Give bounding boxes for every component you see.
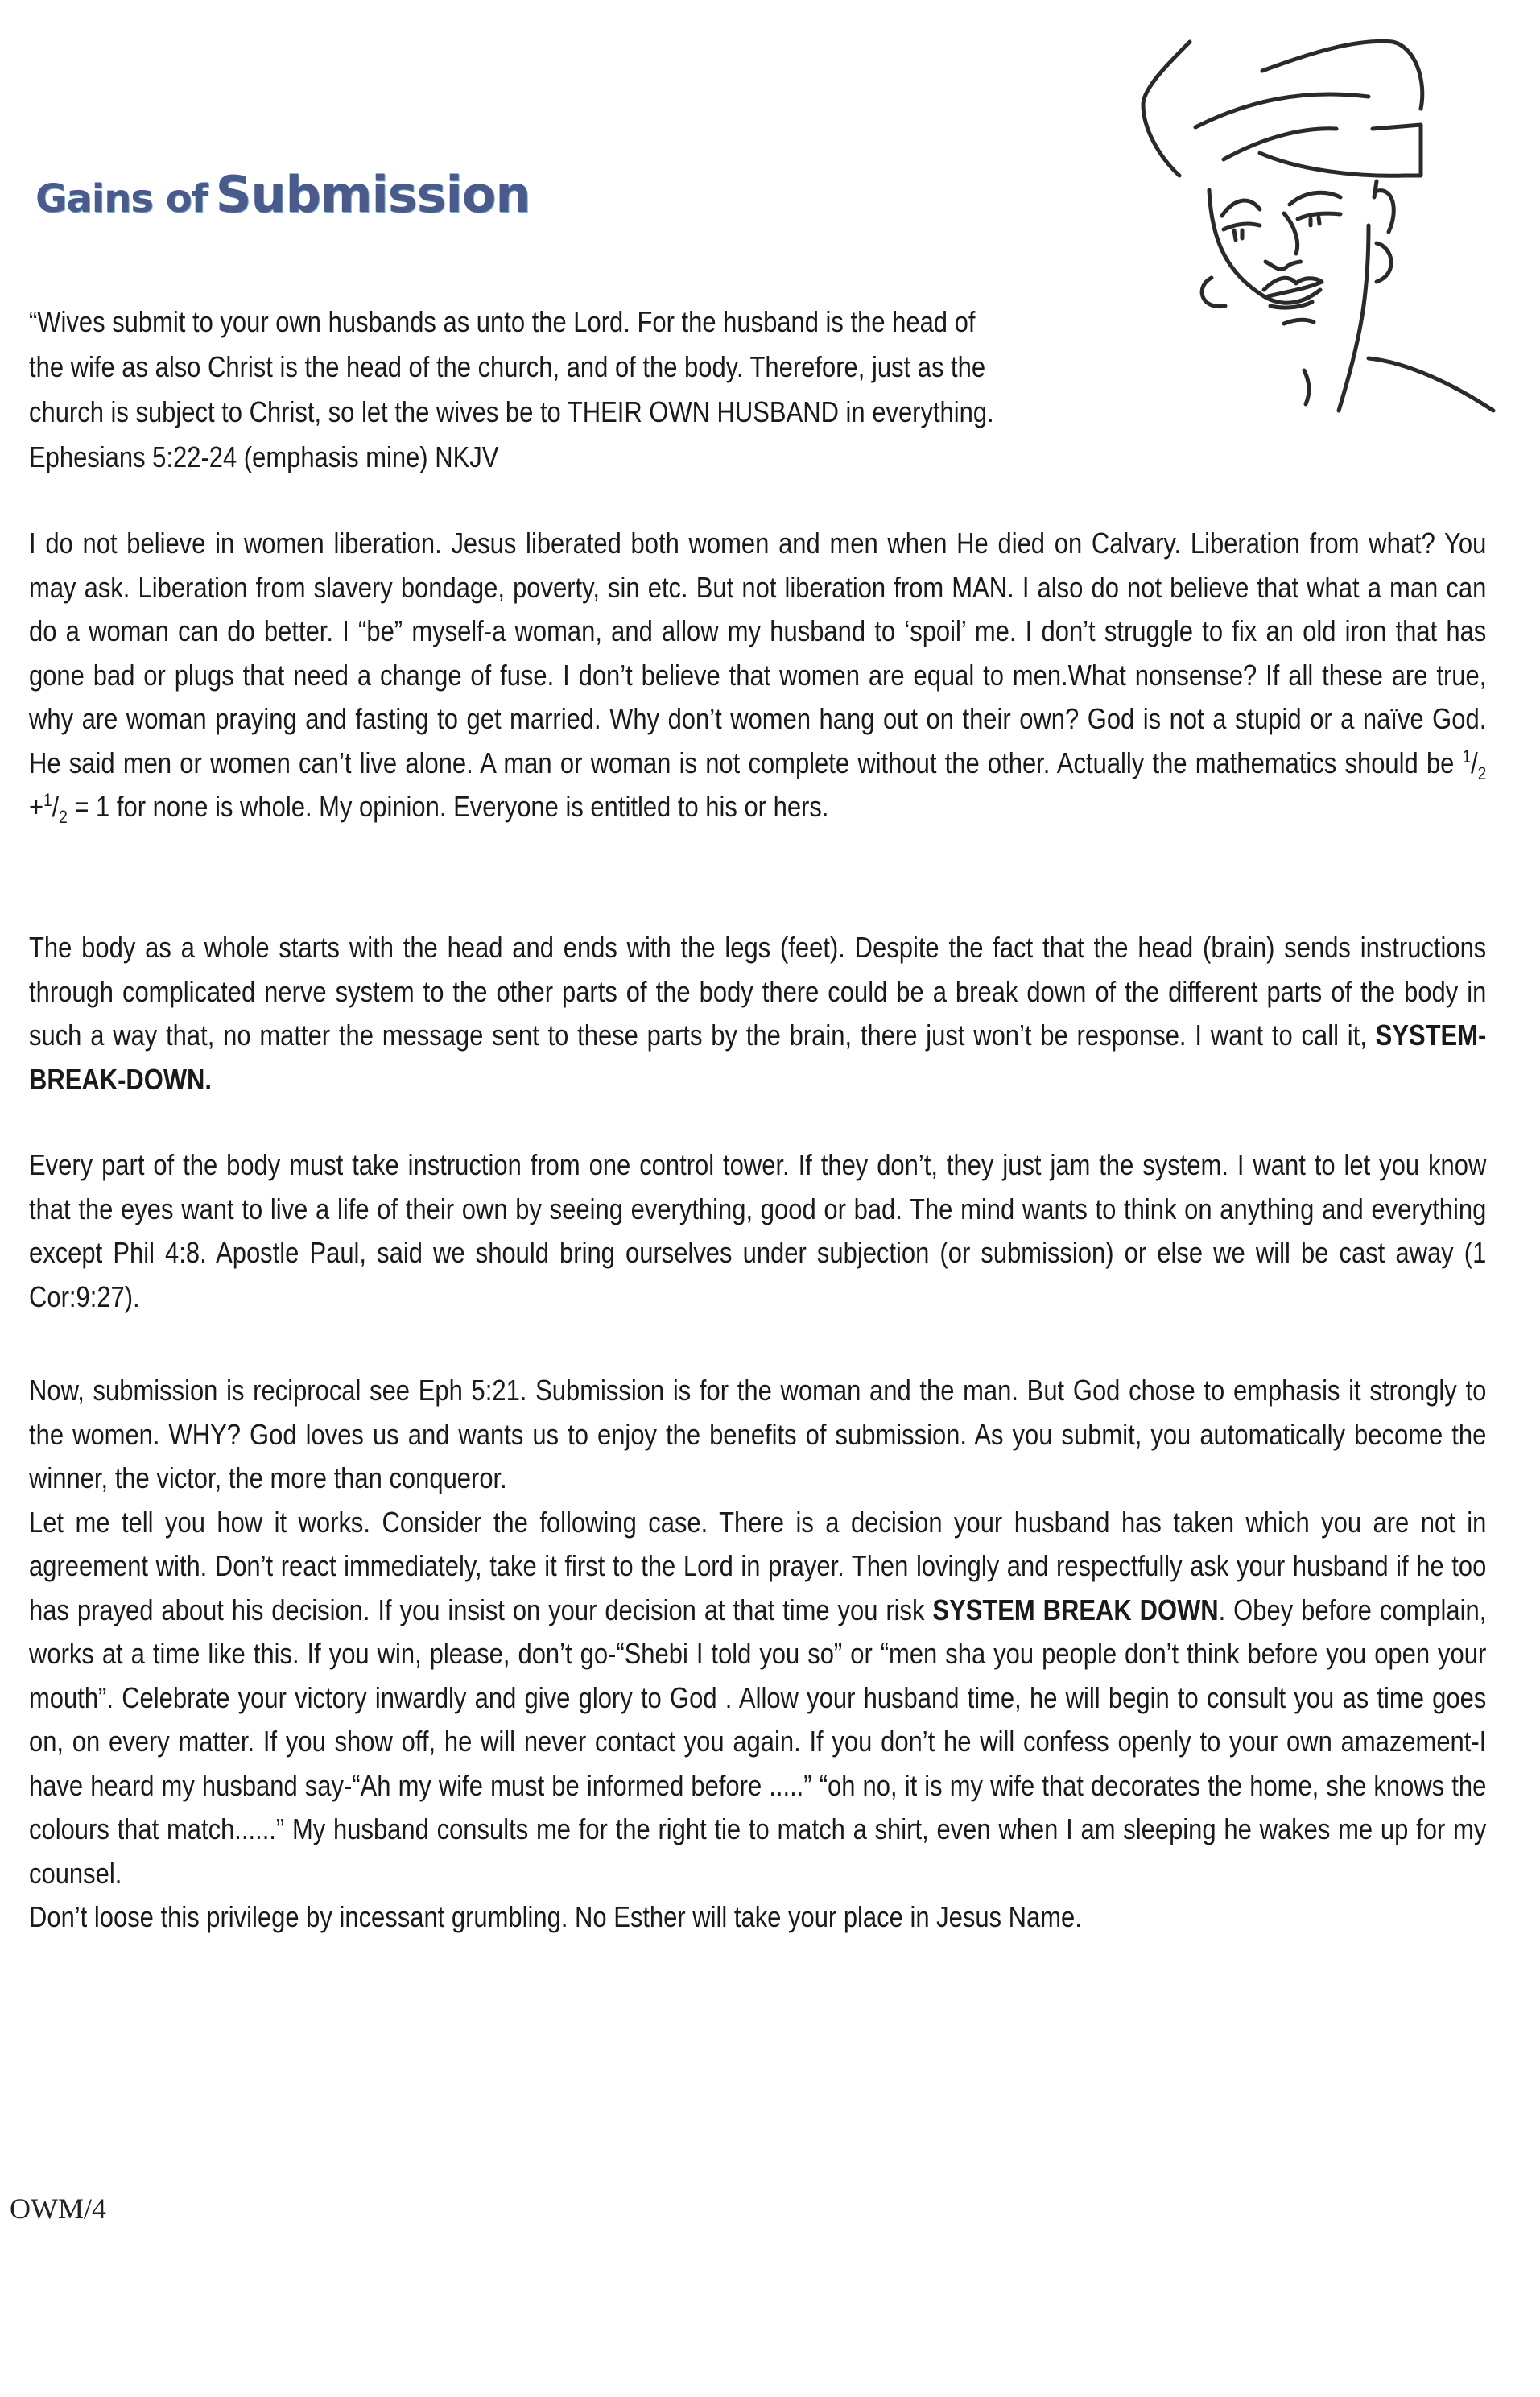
shoulder-line xyxy=(1369,358,1493,411)
paragraph-liberation: I do not believe in women liberation. Jesus liberated both women and men when He died on Calvary. Liberation from what? You may ask. Liberation from slavery bondage, poverty, sin etc. But not liberation from MAN. I also do not believe that what a man can do a woman can do better. I “be” myself-a woman, and allow my husband to ‘spoil’ me. I don’t struggle to fix an old iron that has gone bad or plugs that need a change of fuse. I don’t believe that women are equal to men.What nonsense? If all these are true, why are woman praying and fasting to get married. Why don’t women hang out on their own? God is not a stupid or a naïve God. He said men or women can’t live alone. A man or woman is not complete without the other. Actually the mathematics should be $^1/_2 +^1/_2 = 1$ for none is whole. My opinion. Everyone is entitled to his or hers. xyxy=(29,527,1487,828)
right-ear xyxy=(1375,191,1393,232)
headwrap-band xyxy=(1260,125,1421,176)
title-prefix: Gains of xyxy=(35,176,208,221)
paragraph-text: . Obey before complain, works at a time like this. If you win, please, don’t go-“Shebi I told you so” or “men sha you people don’t think before you open your mouth”. Celebrate your victory inwardly and give glory to God . Allow your husband time, he will begin to consult you as time goes on, on every matter. If you show off, he will never contact you again. If you don’t he will confess openly to your own amazement-I have heard my husband say-“Ah my wife must be informed before .....” “oh no, it is my wife that decorates the home, she knows the colours that match......” My husband consults me for the right tie to match a shirt, even when I am sleeping he wakes me up for my counsel. xyxy=(29,1593,1487,1890)
right-eye xyxy=(1298,213,1340,225)
page-code: OWM/4 xyxy=(10,2192,106,2225)
scripture-quote xyxy=(29,300,1261,480)
paragraph-reciprocal-submission xyxy=(29,1369,1486,1940)
headwrap-lower-fold xyxy=(1224,129,1336,159)
right-brow xyxy=(1290,192,1340,205)
scripture-reference: Ephesians 5:22-24 (emphasis mine) NKJV xyxy=(29,440,499,473)
neck-mark xyxy=(1304,370,1309,404)
title-main: Submission xyxy=(215,165,531,224)
paragraph-body-system xyxy=(29,926,1486,1101)
fraction-numerator: 1 xyxy=(43,790,52,810)
face-right-contour xyxy=(1339,225,1369,411)
quote-line: “Wives submit to your own husbands as unto the Lord. For the husband is the head of xyxy=(29,305,976,338)
left-brow xyxy=(1222,200,1260,216)
paragraph-control-tower xyxy=(29,1143,1486,1319)
paragraph-text: Every part of the body must take instruction from one control tower. If they don’t, they just jam the system. I want to let you know that the eyes want to live a life of their own by seeing everything, good or bad. The mind wants to think on anything and everything except Phil 4:8. Apostle Paul, said we should bring ourselves under subjection (or submission) or else we will be cast away (1 Cor:9:27). xyxy=(29,1148,1487,1313)
paragraph-text: The body as a whole starts with the head and ends with the legs (feet). Despite the fact that the head (brain) sends instructions through complicated nerve system to the other parts of the body there could be a break down of the different parts of the body in such a way that, no matter the message sent to these parts by the brain, there just won’t be response. I want to call it, xyxy=(29,931,1487,1052)
paragraph-how-it-works xyxy=(29,1501,1486,1896)
page-title xyxy=(35,165,531,224)
paragraph-text: for none is whole. My opinion. Everyone is entitled to his or hers. xyxy=(109,790,829,823)
left-eye xyxy=(1224,224,1260,240)
fraction-denominator: 2 xyxy=(1477,762,1487,783)
paragraph-text: Now, submission is reciprocal see Eph 5:21. Submission is for the woman and the man. But God chose to emphasis it strongly to the women. WHY? God loves us and wants us to enjoy the benefits of submission. As you submit, you automatically become the winner, the victor, the more than conqueror. xyxy=(29,1374,1487,1494)
closing-line: Don’t loose this privilege by incessant grumbling. No Esther will take your place in Jesus Name. xyxy=(29,1900,1082,1933)
paragraph-text: Let me tell you how it works. Consider the following case. There is a decision your husband has taken which you are not in agreement with. Don’t react immediately, take it first to the Lord in prayer. Then lovingly and respectfully ask your husband if he too has prayed about his decision. If you insist on your decision at that time you risk xyxy=(29,1505,1487,1626)
math-equals: = 1 xyxy=(67,790,110,823)
fraction-denominator: 2 xyxy=(59,807,68,828)
headwrap-outline xyxy=(1143,42,1190,176)
nose xyxy=(1265,213,1301,269)
headwrap-middle-fold xyxy=(1195,94,1369,127)
emphasis-system-break-down: SYSTEM BREAK DOWN xyxy=(932,1593,1219,1626)
paragraph-text: I do not believe in women liberation. Jesus liberated both women and men when He died on Calvary. Liberation from what? You may ask. Liberation from slavery bondage, poverty, sin etc. But not liberation from MAN. I also do not believe that what a man can do a woman can do better. I “be” myself-a woman, and allow my husband to ‘spoil’ me. I don’t struggle to fix an old iron that has gone bad or plugs that need a change of fuse. I don’t believe that women are equal to men.What nonsense? If all these are true, why are woman praying and fasting to get married. Why don’t women hang out on their own? God is not a stupid or a naïve God. He said men or women can’t live alone. A man or woman is not complete without the other. Actually the mathematics should be xyxy=(29,527,1487,779)
quote-line: church is subject to Christ, so let the wives be to THEIR OWN HUSBAND in everything. xyxy=(29,395,994,428)
fraction-numerator: 1 xyxy=(1462,746,1472,767)
quote-line: the wife as also Christ is the head of the church, and of the body. Therefore, just as the xyxy=(29,350,986,383)
right-earring xyxy=(1377,243,1391,282)
emphasis-system-break-down: SYSTEM-BREAK-DOWN. xyxy=(29,1019,1487,1096)
math-plus: + xyxy=(29,790,44,823)
